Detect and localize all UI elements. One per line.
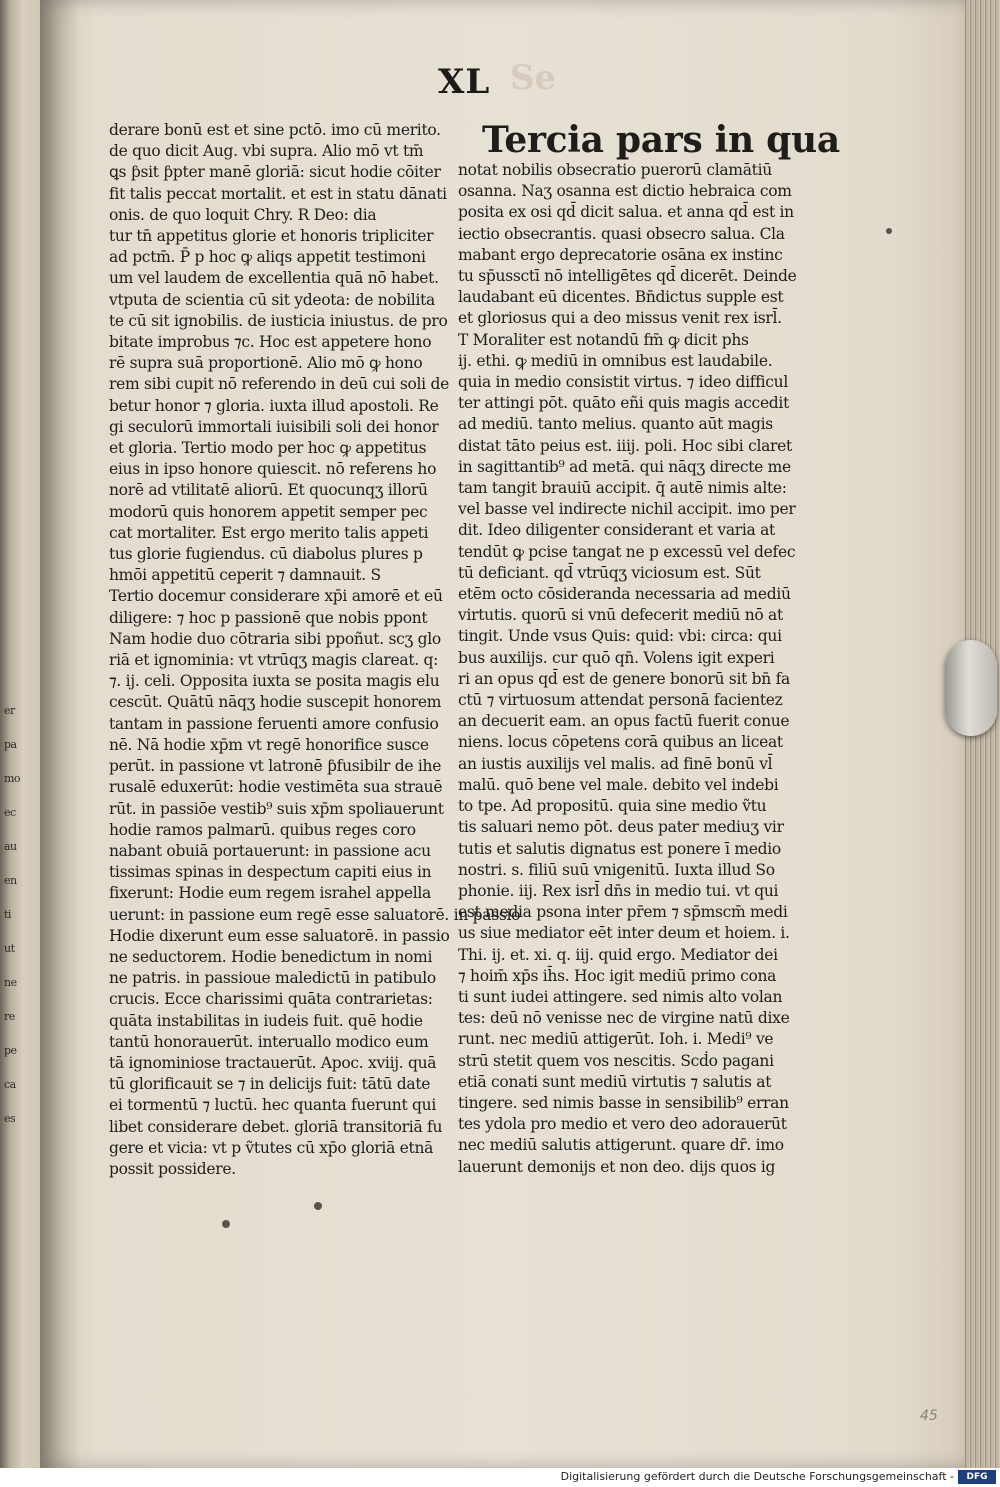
text-line: vel basse vel indirecte nichil accipit. imo per: [458, 500, 796, 519]
text-line: tingere. sed nimis basse in sensibilib⁹ erran: [458, 1093, 789, 1112]
text-line: onis. de quo loquit Chry. R Deo: dia: [109, 205, 377, 224]
text-line: perūt. in passione vt latronē ƥfusibilr de ihe: [109, 757, 442, 776]
text-line: diligere: ⁊ hoc p passionē que nobis ppont: [109, 608, 428, 627]
text-line: libet considerare debet. gloriā transitoriā fu: [109, 1117, 443, 1136]
text-line: de quo dicit Aug. vbi supra. Alio mō vt tm̄: [109, 142, 424, 161]
text-line: nec mediū salutis attigerunt. quare dr̄. imo: [458, 1136, 784, 1155]
text-line: et gloriosus qui a deo missus venit rex isrl̄.: [458, 309, 782, 328]
text-line: fit talis peccat mortalit. et est in statu dānati: [109, 184, 447, 203]
text-line: ⁊. ij. celi. Opposita iuxta se posita magis elu: [109, 672, 440, 691]
text-line: tantū honorauerūt. interuallo modico eum: [109, 1032, 429, 1051]
text-line: te cū sit ignobilis. de iusticia iniustus. de pro: [109, 311, 448, 330]
text-line: modorū quis honorem appetit semper pec: [109, 502, 428, 521]
text-column-left: [109, 120, 521, 1180]
adjacent-page-fragment: pa: [4, 738, 17, 751]
pencil-foliation: 45: [920, 1408, 938, 1424]
text-line: tur tn̄ appetitus glorie et honoris tripliciter: [109, 227, 434, 246]
text-line: strū stetit quem vos nescitis. Scḋo pagani: [458, 1051, 774, 1070]
text-line: vtputa de scientia cū sit ydeota: de nobilita: [109, 290, 435, 309]
text-line: tus glorie fugiendus. cū diabolus plures p: [109, 545, 423, 564]
text-line: fixerunt: Hodie eum regem israhel appella: [109, 884, 431, 903]
text-line: osanna. Naʒ osanna est dictio hebraica com: [458, 182, 792, 201]
text-line: posita ex osi qd̄ dicit salua. et anna qd̄ est in: [458, 203, 794, 222]
text-line: Tertio docemur considerare xp̄i amorē et eū: [109, 587, 443, 606]
text-line: ij. ethi. ꝙ mediū in omnibus est laudabile.: [458, 351, 773, 370]
funding-credit: Digitalisierung gefördert durch die Deutsche Forschungsgemeinschaft -: [560, 1470, 954, 1483]
text-line: mabant ergo deprecatorie osāna ex instinc: [458, 245, 783, 264]
text-line: tutis et salutis dignatus est ponere ī medio: [458, 839, 781, 858]
adjacent-page-fragment: mo: [4, 772, 21, 785]
text-line: um vel laudem de excellentia quā nō habet.: [109, 269, 439, 288]
text-line: etiā conati sunt mediū virtutis ⁊ salutis at: [458, 1072, 772, 1091]
text-line: tū deficiant. qd̄ vtrūqʒ viciosum est. Sūt: [458, 563, 761, 582]
folio-number: XL: [438, 62, 491, 102]
text-line: an decuerit eam. an opus factū fuerit conue: [458, 712, 790, 731]
text-line: virtutis. quorū si vnū defecerit mediū nō at: [458, 606, 783, 625]
text-line: rūt. in passiōe vestib⁹ suis xp̄m spoliauerunt: [109, 799, 444, 818]
text-line: quia in medio consistit virtus. ⁊ ideo difficul: [458, 373, 789, 392]
text-line: tissimas spinas in despectum capiti eius in: [109, 863, 432, 882]
text-line: ei tormentū ⁊ luctū. hec quanta fuerunt qui: [109, 1096, 437, 1115]
text-line: etēm octo cōsideranda necessaria ad mediū: [458, 585, 791, 604]
text-line: T Moraliter est notandū fm̄ ꝙ dicit phs: [458, 330, 749, 349]
text-line: cescūt. Quātū nāqʒ hodie suscepit honorem: [109, 693, 442, 712]
adjacent-page-fragment: pe: [4, 1044, 17, 1057]
text-line: gere et vicia: vt p ṽtutes cū xp̄o gloriā etnā: [109, 1138, 434, 1157]
text-line: runt. nec mediū attigerūt. Ioh. i. Medi⁹ ve: [458, 1030, 774, 1049]
text-line: ad mediū. tanto melius. quanto aūt magis: [458, 415, 773, 434]
text-line: iectio obsecrantis. quasi obsecro salua. Cla: [458, 224, 785, 243]
text-line: tes ydola pro medio et vero deo adorauerūt: [458, 1115, 787, 1134]
adjacent-page-fragment: er: [4, 704, 15, 717]
text-line: tes: deū nō venisse nec de virgine natū dixe: [458, 1009, 790, 1028]
adjacent-page-fragment: ec: [4, 806, 16, 819]
text-line: riā et ignominia: vt vtrūqʒ magis clareat. q:: [109, 651, 439, 670]
text-line: laudabant eū dicentes. Bn̄dictus supple est: [458, 288, 784, 307]
text-line: ne patris. in passioue maledictū in patibulo: [109, 969, 436, 988]
text-line: cat mortaliter. Est ergo merito talis appeti: [109, 523, 429, 542]
text-line: tu sp̄ussctī nō intelligētes qd̄ dicerēt. Deinde: [458, 267, 797, 286]
text-line: ctū ⁊ virtuosum attendat personā facientez: [458, 691, 783, 710]
text-line: in sagittantib⁹ ad metā. qui nāqʒ directe me: [458, 457, 791, 476]
text-line: hmōi appetitū ceperit ⁊ damnauit. S: [109, 566, 381, 585]
text-line: tū glorificauit se ⁊ in delicijs fuit: tātū date: [109, 1075, 431, 1094]
text-line: nē. Nā hodie xp̄m vt regē honorifice susce: [109, 735, 429, 754]
text-line: crucis. Ecce charissimi quāta contrarietas:: [109, 990, 433, 1009]
text-line: tantam in passione feruenti amore confusio: [109, 714, 439, 733]
text-line: norē ad vtilitatē aliorū. Et quocunqʒ illorū: [109, 481, 428, 500]
adjacent-page-edge: [0, 0, 42, 1487]
text-line: ne seductorem. Hodie benedictum in nomi: [109, 947, 433, 966]
text-line: tam tangit brauiū accipit. q̄ autē nimis alte:: [458, 479, 787, 498]
adjacent-page-fragment: ut: [4, 942, 15, 955]
text-line: Thi. ij. et. xi. q. iij. quid ergo. Mediator dei: [458, 945, 778, 964]
text-line: nabant obuiā portauerunt: in passione acu: [109, 841, 431, 860]
text-line: Hodie dixerunt eum esse saluatorē. in passio: [109, 926, 450, 945]
text-line: tis saluari nemo pōt. deus pater mediuʒ vir: [458, 818, 784, 837]
adjacent-page-fragment: en: [4, 874, 17, 887]
text-line: us siue mediator eēt inter deum et hoiem. i.: [458, 924, 790, 943]
worm-hole: [222, 1220, 230, 1228]
worm-hole: [314, 1202, 322, 1210]
dfg-logo: DFG: [958, 1470, 996, 1484]
text-line: nostri. s. filiū suū vnigenitū. Iuxta illud So: [458, 860, 775, 879]
text-line: ti sunt iudei attingere. sed nimis alto volan: [458, 987, 783, 1006]
text-line: malū. quō bene vel male. debito vel indebi: [458, 775, 779, 794]
text-line: ad pctm̄. P̄ p hoc ꝙ aliqs appetit testimoni: [109, 248, 426, 267]
text-line: est media psona inter pr̄em ⁊ sp̄mscm̄ medi: [458, 903, 788, 922]
text-line: gi seculorū immortali iuisibili soli dei honor: [109, 417, 439, 436]
text-line: notat nobilis obsecratio puerorū clamātiū: [458, 161, 772, 179]
text-line: betur honor ⁊ gloria. iuxta illud apostoli. Re: [109, 396, 439, 415]
text-line: tingit. Unde vsus Quis: quid: vbi: circa: qui: [458, 627, 782, 646]
text-line: rusalē eduxerūt: hodie vestimēta sua strauē: [109, 778, 443, 797]
text-line: derare bonū est et sine pctō. imo cū merito.: [109, 121, 441, 139]
text-line: et gloria. Tertio modo per hoc ꝙ appetitus: [109, 439, 427, 458]
adjacent-page-fragment: au: [4, 840, 17, 853]
page-clip: [945, 640, 997, 736]
right-column-lines: [458, 160, 796, 1178]
text-line: bitate improbus ⁊c. Hoc est appetere hono: [109, 333, 432, 352]
text-line: hodie ramos palmarū. quibus reges coro: [109, 820, 416, 839]
text-line: tā ignominiose tractauerūt. Apoc. xviij. quā: [109, 1053, 437, 1072]
text-line: an iustis auxilijs vel malis. ad finē bonū vl̄: [458, 754, 773, 773]
text-line: uerunt: in passione eum regē esse saluatorē. in passio: [109, 905, 521, 924]
text-line: rē supra suā proportionē. Alio mō ꝙ hono: [109, 354, 423, 373]
adjacent-page-fragment: ne: [4, 976, 17, 989]
text-column-right: [458, 119, 840, 1178]
text-line: phonie. iij. Rex isrl̄ dn̄s in medio tui. vt qui: [458, 881, 779, 900]
text-line: possit possidere.: [109, 1159, 236, 1178]
adjacent-page-fragment: es: [4, 1112, 16, 1125]
text-line: tendūt ꝙ pcise tangat ne p excessū vel defec: [458, 542, 796, 561]
text-line: Nam hodie duo cōtraria sibi ppoñut. scʒ glo: [109, 629, 441, 648]
text-line: ter attingi pōt. quāto eñi quis magis accedit: [458, 394, 790, 413]
bleed-through-folio: Se: [510, 58, 557, 98]
footer-bar: [0, 1468, 1000, 1487]
text-line: rem sibi cupit nō referendo in deū cui soli de: [109, 375, 449, 394]
worm-hole: [886, 228, 892, 234]
adjacent-page-fragment: re: [4, 1010, 15, 1023]
gutter-shadow: [40, 0, 80, 1468]
text-line: to tpe. Ad propositū. quia sine medio ṽtu: [458, 797, 767, 816]
adjacent-page-fragment: ca: [4, 1078, 16, 1091]
text-line: lauerunt demonijs et non deo. dijs quos ig: [458, 1157, 776, 1176]
text-line: niens. locus cōpetens corā quibus an liceat: [458, 733, 783, 752]
text-line: ri an opus qd̄ est de genere bonorū sit bn̄ fa: [458, 669, 790, 688]
text-line: quāta instabilitas in iudeis fuit. quē hodie: [109, 1011, 423, 1030]
text-line: eius in ipso honore quiescit. nō referens ho: [109, 460, 437, 479]
text-line: dit. Ideo diligenter considerant et varia at: [458, 521, 775, 540]
text-line: distat tāto peius est. iiij. poli. Hoc sibi claret: [458, 436, 792, 455]
text-line: ⁊ hoim̄ xp̄s ih̄s. Hoc igit mediū primo cona: [458, 966, 777, 985]
text-line: bus auxilijs. cur quō qn̄. Volens igit experi: [458, 648, 775, 667]
text-line: ꝗs ƥsit ƥpter manē gloriā: sicut hodie cōiter: [109, 163, 441, 182]
section-heading: Tercia pars in qua: [482, 119, 840, 161]
adjacent-page-fragment: ti: [4, 908, 11, 921]
